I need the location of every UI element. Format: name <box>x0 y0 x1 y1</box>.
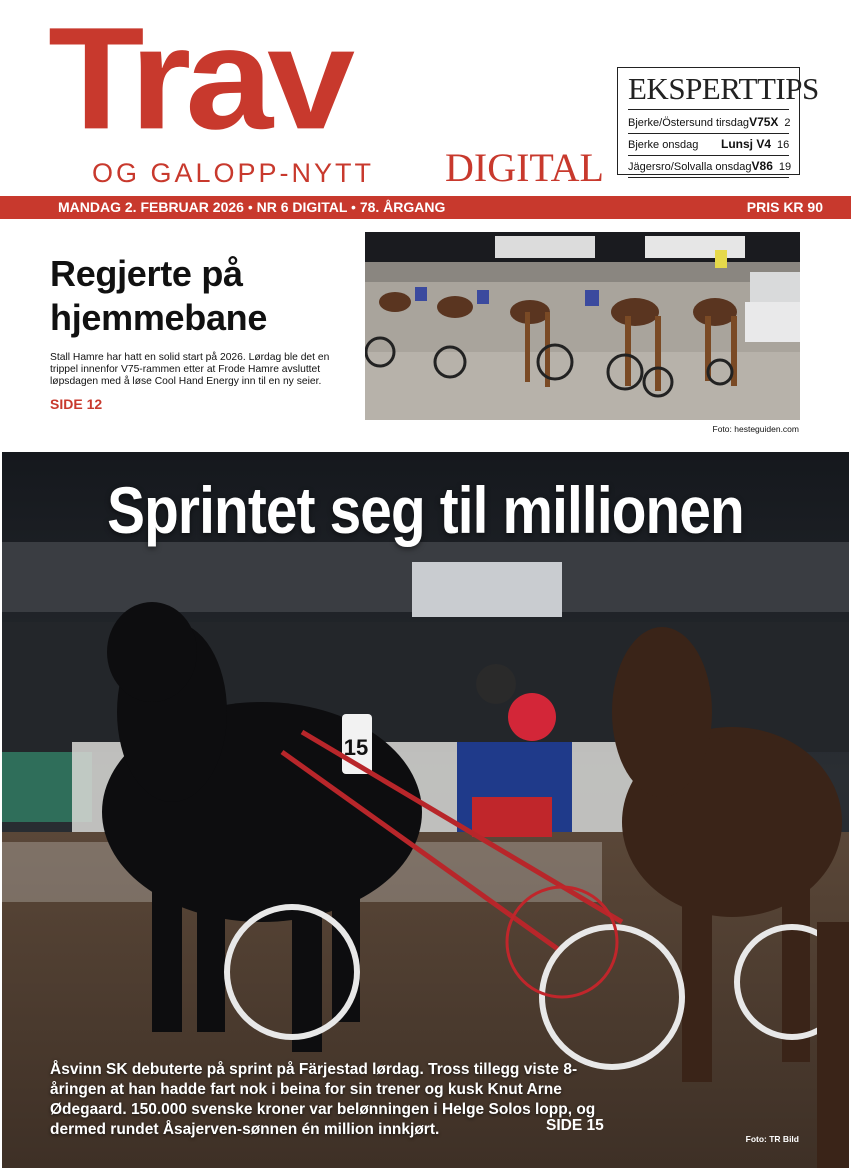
tips-page: 16 <box>777 139 790 151</box>
issue-bar <box>0 196 851 219</box>
teaser-photo-credit: Foto: hesteguiden.com <box>712 424 799 434</box>
tips-page: 2 <box>784 117 791 129</box>
tips-row <box>628 112 789 134</box>
eksperttips-box <box>617 67 819 175</box>
logo-digital: DIGITAL <box>445 145 604 190</box>
teaser-page-ref[interactable]: SIDE 12 <box>50 396 103 412</box>
teaser-body: Stall Hamre har hatt en solid start på 2026. Lørdag ble det en trippel innenfor V75-rammen etter at Frode Hamre avsluttet løpsdagen med å løse Cool Hand Energy inn til en ny seier. <box>50 352 330 387</box>
main-headline[interactable]: Sprintet seg til millionen <box>107 473 744 547</box>
start-number-bib: 15 <box>343 735 369 760</box>
main-page-ref[interactable]: SIDE 15 <box>546 1117 604 1134</box>
masthead <box>0 0 851 196</box>
tips-place: Bjerke/Östersund tirsdag <box>628 117 750 129</box>
issue-date: MANDAG 2. FEBRUAR 2026 <box>58 199 244 215</box>
teaser-title[interactable]: Regjerte på hjemmebane <box>50 253 268 338</box>
race-photo-small <box>365 232 800 420</box>
separator: • <box>351 199 356 215</box>
main-lead: Åsvinn SK debuterte på sprint på Färjestad lørdag. Tross tillegg viste 8-åringen at han hadde fart nok i beina for sin trener og kusk Knut Arne Ødegaard. 150.000 svenske kroner var belønningen i Helge Solos lopp, og dermed rundet Åsajerven-sønnen én million innkjørt. <box>50 1061 596 1138</box>
issue-number: NR 6 DIGITAL <box>256 199 348 215</box>
issue-price: PRIS KR 90 <box>746 199 823 215</box>
tips-game: V75X <box>749 115 779 129</box>
issue-info <box>58 196 445 219</box>
tips-game: V86 <box>751 159 773 173</box>
tips-game: Lunsj V4 <box>720 137 771 151</box>
tips-place: Bjerke onsdag <box>628 139 699 151</box>
logo-subtitle: OG GALOPP-NYTT <box>92 158 375 188</box>
logo-trav: Trav <box>48 0 350 160</box>
tips-row <box>628 156 792 178</box>
teaser-photo[interactable] <box>365 232 800 420</box>
tips-row <box>628 134 789 156</box>
issue-volume: 78. ÅRGANG <box>359 199 446 215</box>
tips-place: Jägersro/Solvalla onsdag <box>628 161 752 173</box>
teaser-story[interactable] <box>50 252 350 412</box>
separator: • <box>247 199 253 215</box>
eksperttips-title: EKSPERTTIPS <box>628 72 789 110</box>
tips-page: 19 <box>778 161 792 173</box>
main-photo-credit: Foto: TR Bild <box>745 1134 799 1144</box>
